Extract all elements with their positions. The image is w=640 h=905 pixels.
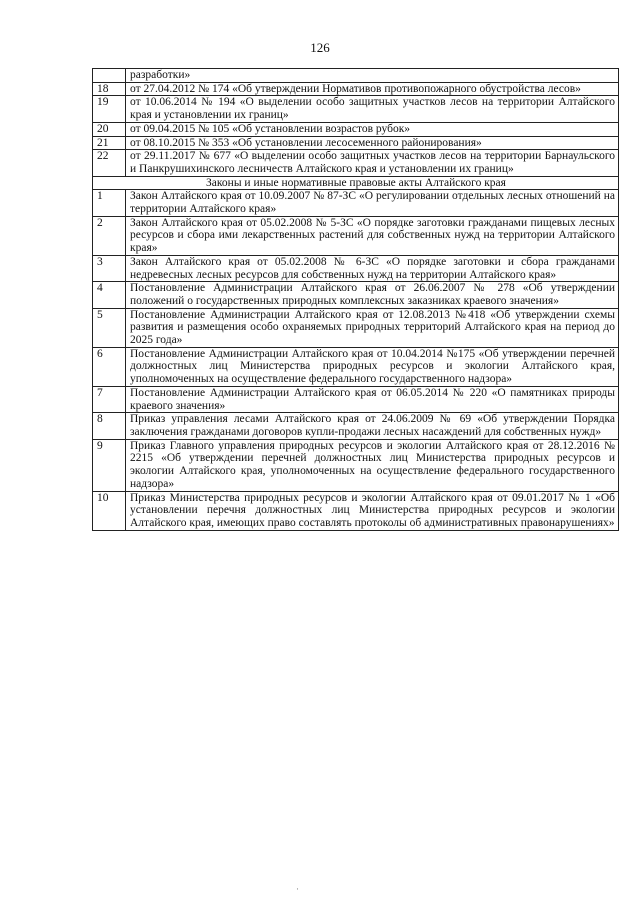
row-number: 10 [93,491,126,530]
row-text: Закон Алтайского края от 05.02.2008 № 5-ЗС «О порядке заготовки гражданами пищевых лесных ресурсов и сбора ими лекарственных растений для собственных нужд на территории Алтайского края» [126,216,619,255]
table-row [93,386,619,412]
row-number [93,69,126,83]
table-row [93,82,619,96]
row-number: 7 [93,386,126,412]
row-number: 6 [93,347,126,386]
row-number: 1 [93,190,126,216]
page-number: 126 [310,40,330,55]
table-row [93,255,619,281]
row-text: Приказ Главного управления природных ресурсов и экологии Алтайского края от 28.12.2016 № 2215 «Об утверждении перечней должностных лиц Министерства природных ресурсов и экологии Алтайского края, уполномоченных на осуществление федерального государственного надзора» [126,439,619,491]
table-row [93,308,619,347]
legal-acts-table [92,68,619,531]
row-number: 20 [93,122,126,136]
section-heading-row [93,176,619,190]
table-row [93,347,619,386]
section-heading-group [93,176,619,190]
table-row [93,216,619,255]
row-number: 8 [93,413,126,439]
row-number: 19 [93,96,126,122]
row-text: разработки» [126,69,619,83]
row-text: Постановление Администрации Алтайского края от 26.06.2007 № 278 «Об утверждении положений о государственных природных комплексных заказниках краевого значения» [126,282,619,308]
row-text: Приказ управления лесами Алтайского края от 24.06.2009 № 69 «Об утверждении Порядка заключения гражданами договоров купли-продажи лесных насаждений для собственных нужд» [126,413,619,439]
table-row [93,491,619,530]
row-number: 18 [93,82,126,96]
row-number: 2 [93,216,126,255]
row-text: Приказ Министерства природных ресурсов и экологии Алтайского края от 09.01.2017 № 1 «Об установлении перечня должностных лиц Министерства природных ресурсов и экологии Алтайского края, имеющих право составлять протоколы об административных правонарушениях» [126,491,619,530]
row-text: от 29.11.2017 № 677 «О выделении особо защитных участков лесов на территории Барнаульского и Панкрушихинского лесничеств Алтайского края и установлении их границ» [126,150,619,176]
table-row [93,150,619,176]
row-number: 9 [93,439,126,491]
row-text: Постановление Администрации Алтайского края от 10.04.2014 №175 «Об утверждении перечней должностных лиц Министерства природных ресурсов и экологии Алтайского края, уполномоченных на осуществление федерального государственного надзора» [126,347,619,386]
table-row [93,69,619,83]
row-text: Постановление Администрации Алтайского края от 12.08.2013 №418 «Об утверждении схемы развития и размещения особо охраняемых природных территорий Алтайского края на период до 2025 года» [126,308,619,347]
row-text: от 09.04.2015 № 105 «Об установлении возрастов рубок» [126,122,619,136]
row-text: Закон Алтайского края от 05.02.2008 № 6-ЗС «О порядке заготовки и сбора гражданами недревесных лесных ресурсов для собственных нужд на территории Алтайского края» [126,255,619,281]
table-row [93,122,619,136]
row-text: от 27.04.2012 № 174 «Об утверждении Нормативов противопожарного обустройства лесов» [126,82,619,96]
table-row [93,439,619,491]
row-text: Постановление Администрации Алтайского края от 06.05.2014 № 220 «О памятниках природы краевого значения» [126,386,619,412]
table-row [93,96,619,122]
row-number: 4 [93,282,126,308]
footer-mark: · [296,884,299,894]
table-row [93,136,619,150]
table-row [93,190,619,216]
row-number: 5 [93,308,126,347]
row-text: от 10.06.2014 № 194 «О выделении особо защитных участков лесов на территории Алтайского края и установлении их границ» [126,96,619,122]
row-text: от 08.10.2015 № 353 «Об установлении лесосеменного районирования» [126,136,619,150]
row-number: 3 [93,255,126,281]
row-number: 22 [93,150,126,176]
row-text: Закон Алтайского края от 10.09.2007 № 87-ЗС «О регулировании отдельных лесных отношений на территории Алтайского края» [126,190,619,216]
section-heading: Законы и иные нормативные правовые акты Алтайского края [93,176,619,190]
table-row [93,413,619,439]
row-number: 21 [93,136,126,150]
table-row [93,282,619,308]
table-part-2 [93,190,619,530]
table-part-1 [93,69,619,177]
